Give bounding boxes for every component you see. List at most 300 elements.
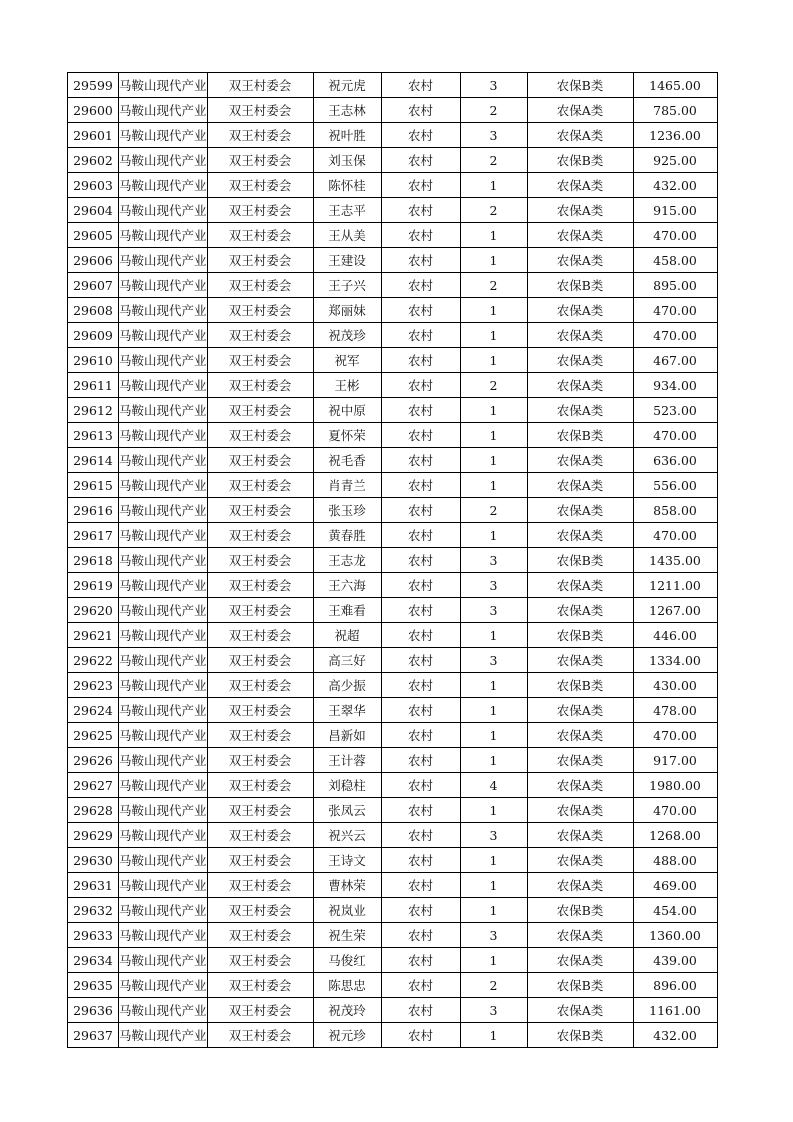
- table-row: [68, 698, 718, 723]
- table-row: [68, 823, 718, 848]
- cell-area-type: 农村: [381, 473, 460, 498]
- table-row: [68, 798, 718, 823]
- cell-district: [119, 923, 208, 948]
- cell-district: [119, 848, 208, 873]
- cell-village-committee: 双王村委会: [207, 273, 313, 298]
- table-row: [68, 548, 718, 573]
- cell-person-name: 祝军: [313, 348, 381, 373]
- cell-person-name: 祝超: [313, 623, 381, 648]
- cell-area-type: 农村: [381, 123, 460, 148]
- cell-district: [119, 448, 208, 473]
- cell-area-type: 农村: [381, 998, 460, 1023]
- cell-district-text: 马鞍山现代产业: [119, 253, 207, 268]
- cell-area-type: 农村: [381, 798, 460, 823]
- cell-district-text: 马鞍山现代产业: [119, 353, 207, 368]
- cell-serial-number: 29599: [68, 73, 119, 98]
- cell-insurance-category: 农保B类: [527, 423, 633, 448]
- cell-amount: 488.00: [633, 848, 717, 873]
- cell-amount: 470.00: [633, 798, 717, 823]
- cell-village-committee: 双王村委会: [207, 698, 313, 723]
- cell-village-committee: 双王村委会: [207, 373, 313, 398]
- table-row: [68, 848, 718, 873]
- cell-district: [119, 948, 208, 973]
- cell-village-committee: 双王村委会: [207, 223, 313, 248]
- cell-serial-number: 29621: [68, 623, 119, 648]
- cell-district-text: 马鞍山现代产业: [119, 1028, 207, 1043]
- cell-village-committee: 双王村委会: [207, 673, 313, 698]
- cell-area-type: 农村: [381, 898, 460, 923]
- table-row: [68, 448, 718, 473]
- table-body: [68, 73, 718, 1048]
- cell-household-size: 2: [460, 98, 527, 123]
- cell-serial-number: 29626: [68, 748, 119, 773]
- cell-serial-number: 29618: [68, 548, 119, 573]
- cell-area-type: 农村: [381, 298, 460, 323]
- cell-person-name: 张凤云: [313, 798, 381, 823]
- data-table: [67, 72, 718, 1048]
- table-row: [68, 223, 718, 248]
- cell-district: [119, 198, 208, 223]
- cell-household-size: 1: [460, 1023, 527, 1048]
- cell-amount: 467.00: [633, 348, 717, 373]
- cell-insurance-category: 农保A类: [527, 523, 633, 548]
- table-row: [68, 748, 718, 773]
- table-row: [68, 598, 718, 623]
- table-row: [68, 898, 718, 923]
- cell-district: [119, 673, 208, 698]
- cell-amount: 454.00: [633, 898, 717, 923]
- cell-village-committee: 双王村委会: [207, 248, 313, 273]
- cell-amount: 432.00: [633, 173, 717, 198]
- cell-household-size: 2: [460, 198, 527, 223]
- cell-district-text: 马鞍山现代产业: [119, 878, 207, 893]
- cell-insurance-category: 农保B类: [527, 73, 633, 98]
- cell-insurance-category: 农保A类: [527, 173, 633, 198]
- cell-serial-number: 29607: [68, 273, 119, 298]
- cell-area-type: 农村: [381, 548, 460, 573]
- cell-amount: 458.00: [633, 248, 717, 273]
- cell-household-size: 3: [460, 998, 527, 1023]
- cell-district: [119, 898, 208, 923]
- cell-insurance-category: 农保B类: [527, 148, 633, 173]
- cell-insurance-category: 农保A类: [527, 723, 633, 748]
- cell-area-type: 农村: [381, 1023, 460, 1048]
- table-row: [68, 73, 718, 98]
- cell-area-type: 农村: [381, 923, 460, 948]
- cell-village-committee: 双王村委会: [207, 648, 313, 673]
- table-row: [68, 198, 718, 223]
- cell-person-name: 祝兴云: [313, 823, 381, 848]
- cell-district: [119, 148, 208, 173]
- cell-household-size: 1: [460, 873, 527, 898]
- cell-district: [119, 248, 208, 273]
- cell-insurance-category: 农保A类: [527, 823, 633, 848]
- cell-household-size: 3: [460, 648, 527, 673]
- cell-serial-number: 29604: [68, 198, 119, 223]
- cell-amount: 432.00: [633, 1023, 717, 1048]
- cell-person-name: 祝元虎: [313, 73, 381, 98]
- cell-serial-number: 29625: [68, 723, 119, 748]
- cell-district-text: 马鞍山现代产业: [119, 103, 207, 118]
- cell-insurance-category: 农保B类: [527, 623, 633, 648]
- cell-serial-number: 29611: [68, 373, 119, 398]
- cell-district: [119, 598, 208, 623]
- cell-household-size: 1: [460, 848, 527, 873]
- cell-amount: 556.00: [633, 473, 717, 498]
- cell-area-type: 农村: [381, 598, 460, 623]
- table-row: [68, 773, 718, 798]
- cell-serial-number: 29612: [68, 398, 119, 423]
- cell-district-text: 马鞍山现代产业: [119, 703, 207, 718]
- cell-household-size: 1: [460, 673, 527, 698]
- cell-serial-number: 29601: [68, 123, 119, 148]
- cell-village-committee: 双王村委会: [207, 548, 313, 573]
- cell-person-name: 刘玉保: [313, 148, 381, 173]
- table-row: [68, 973, 718, 998]
- cell-village-committee: 双王村委会: [207, 148, 313, 173]
- cell-district: [119, 873, 208, 898]
- cell-district-text: 马鞍山现代产业: [119, 178, 207, 193]
- cell-area-type: 农村: [381, 73, 460, 98]
- cell-amount: 896.00: [633, 973, 717, 998]
- cell-person-name: 王建设: [313, 248, 381, 273]
- cell-district-text: 马鞍山现代产业: [119, 78, 207, 93]
- cell-person-name: 夏怀荣: [313, 423, 381, 448]
- cell-household-size: 3: [460, 923, 527, 948]
- cell-village-committee: 双王村委会: [207, 348, 313, 373]
- cell-district: [119, 773, 208, 798]
- cell-serial-number: 29636: [68, 998, 119, 1023]
- cell-person-name: 祝中原: [313, 398, 381, 423]
- cell-district-text: 马鞍山现代产业: [119, 803, 207, 818]
- cell-district: [119, 623, 208, 648]
- cell-insurance-category: 农保A类: [527, 298, 633, 323]
- cell-person-name: 陈怀桂: [313, 173, 381, 198]
- cell-insurance-category: 农保A类: [527, 773, 633, 798]
- cell-insurance-category: 农保A类: [527, 598, 633, 623]
- cell-household-size: 3: [460, 823, 527, 848]
- cell-household-size: 2: [460, 973, 527, 998]
- cell-amount: 478.00: [633, 698, 717, 723]
- cell-amount: 917.00: [633, 748, 717, 773]
- cell-district-text: 马鞍山现代产业: [119, 753, 207, 768]
- cell-village-committee: 双王村委会: [207, 948, 313, 973]
- cell-village-committee: 双王村委会: [207, 898, 313, 923]
- cell-household-size: 1: [460, 698, 527, 723]
- cell-amount: 470.00: [633, 223, 717, 248]
- cell-district-text: 马鞍山现代产业: [119, 478, 207, 493]
- cell-person-name: 王难看: [313, 598, 381, 623]
- cell-amount: 1268.00: [633, 823, 717, 848]
- cell-household-size: 1: [460, 323, 527, 348]
- cell-insurance-category: 农保A类: [527, 873, 633, 898]
- cell-district-text: 马鞍山现代产业: [119, 728, 207, 743]
- cell-household-size: 2: [460, 273, 527, 298]
- cell-person-name: 曹林荣: [313, 873, 381, 898]
- cell-amount: 915.00: [633, 198, 717, 223]
- cell-person-name: 陈思忠: [313, 973, 381, 998]
- cell-serial-number: 29624: [68, 698, 119, 723]
- cell-area-type: 农村: [381, 423, 460, 448]
- cell-serial-number: 29610: [68, 348, 119, 373]
- cell-village-committee: 双王村委会: [207, 298, 313, 323]
- cell-insurance-category: 农保A类: [527, 98, 633, 123]
- table-row: [68, 923, 718, 948]
- cell-amount: 430.00: [633, 673, 717, 698]
- table-row: [68, 273, 718, 298]
- cell-amount: 1980.00: [633, 773, 717, 798]
- cell-amount: 523.00: [633, 398, 717, 423]
- cell-district: [119, 973, 208, 998]
- cell-amount: 1435.00: [633, 548, 717, 573]
- cell-person-name: 王彬: [313, 373, 381, 398]
- cell-person-name: 王志龙: [313, 548, 381, 573]
- cell-amount: 1360.00: [633, 923, 717, 948]
- cell-insurance-category: 农保A类: [527, 373, 633, 398]
- cell-person-name: 祝岚业: [313, 898, 381, 923]
- cell-household-size: 3: [460, 573, 527, 598]
- cell-district: [119, 173, 208, 198]
- cell-amount: 636.00: [633, 448, 717, 473]
- table-row: [68, 173, 718, 198]
- cell-village-committee: 双王村委会: [207, 398, 313, 423]
- cell-village-committee: 双王村委会: [207, 773, 313, 798]
- cell-household-size: 1: [460, 423, 527, 448]
- cell-district-text: 马鞍山现代产业: [119, 853, 207, 868]
- cell-serial-number: 29602: [68, 148, 119, 173]
- table-row: [68, 373, 718, 398]
- cell-serial-number: 29634: [68, 948, 119, 973]
- cell-amount: 1161.00: [633, 998, 717, 1023]
- cell-amount: 469.00: [633, 873, 717, 898]
- cell-insurance-category: 农保A类: [527, 323, 633, 348]
- cell-household-size: 2: [460, 148, 527, 173]
- cell-district: [119, 273, 208, 298]
- cell-district: [119, 123, 208, 148]
- cell-insurance-category: 农保A类: [527, 473, 633, 498]
- cell-person-name: 黄春胜: [313, 523, 381, 548]
- table-row: [68, 148, 718, 173]
- cell-insurance-category: 农保A类: [527, 198, 633, 223]
- cell-amount: 439.00: [633, 948, 717, 973]
- cell-person-name: 王计蓉: [313, 748, 381, 773]
- cell-insurance-category: 农保A类: [527, 448, 633, 473]
- cell-insurance-category: 农保A类: [527, 123, 633, 148]
- cell-village-committee: 双王村委会: [207, 448, 313, 473]
- cell-district-text: 马鞍山现代产业: [119, 928, 207, 943]
- cell-amount: 1334.00: [633, 648, 717, 673]
- cell-household-size: 3: [460, 548, 527, 573]
- cell-serial-number: 29614: [68, 448, 119, 473]
- table-row: [68, 523, 718, 548]
- cell-area-type: 农村: [381, 373, 460, 398]
- cell-person-name: 王志平: [313, 198, 381, 223]
- cell-district-text: 马鞍山现代产业: [119, 778, 207, 793]
- cell-serial-number: 29617: [68, 523, 119, 548]
- cell-insurance-category: 农保A类: [527, 248, 633, 273]
- cell-district: [119, 648, 208, 673]
- cell-household-size: 1: [460, 748, 527, 773]
- cell-area-type: 农村: [381, 248, 460, 273]
- cell-village-committee: 双王村委会: [207, 98, 313, 123]
- cell-village-committee: 双王村委会: [207, 798, 313, 823]
- cell-insurance-category: 农保A类: [527, 998, 633, 1023]
- cell-serial-number: 29603: [68, 173, 119, 198]
- cell-household-size: 1: [460, 523, 527, 548]
- cell-district-text: 马鞍山现代产业: [119, 503, 207, 518]
- cell-district-text: 马鞍山现代产业: [119, 603, 207, 618]
- cell-district: [119, 498, 208, 523]
- cell-person-name: 祝叶胜: [313, 123, 381, 148]
- cell-district-text: 马鞍山现代产业: [119, 903, 207, 918]
- cell-insurance-category: 农保A类: [527, 948, 633, 973]
- cell-serial-number: 29609: [68, 323, 119, 348]
- cell-insurance-category: 农保B类: [527, 548, 633, 573]
- cell-district: [119, 373, 208, 398]
- cell-person-name: 王翠华: [313, 698, 381, 723]
- cell-district-text: 马鞍山现代产业: [119, 953, 207, 968]
- cell-household-size: 4: [460, 773, 527, 798]
- cell-person-name: 张玉珍: [313, 498, 381, 523]
- cell-village-committee: 双王村委会: [207, 723, 313, 748]
- cell-person-name: 祝毛香: [313, 448, 381, 473]
- cell-person-name: 祝茂珍: [313, 323, 381, 348]
- cell-amount: 1236.00: [633, 123, 717, 148]
- cell-village-committee: 双王村委会: [207, 173, 313, 198]
- cell-area-type: 农村: [381, 273, 460, 298]
- cell-household-size: 1: [460, 348, 527, 373]
- table-row: [68, 348, 718, 373]
- cell-district-text: 马鞍山现代产业: [119, 653, 207, 668]
- cell-area-type: 农村: [381, 948, 460, 973]
- cell-village-committee: 双王村委会: [207, 848, 313, 873]
- table-row: [68, 498, 718, 523]
- cell-amount: 858.00: [633, 498, 717, 523]
- cell-district-text: 马鞍山现代产业: [119, 303, 207, 318]
- cell-person-name: 王诗文: [313, 848, 381, 873]
- cell-area-type: 农村: [381, 748, 460, 773]
- cell-district-text: 马鞍山现代产业: [119, 203, 207, 218]
- cell-person-name: 昌新如: [313, 723, 381, 748]
- cell-amount: 470.00: [633, 323, 717, 348]
- cell-amount: 470.00: [633, 523, 717, 548]
- cell-village-committee: 双王村委会: [207, 73, 313, 98]
- cell-district: [119, 1023, 208, 1048]
- cell-insurance-category: 农保B类: [527, 1023, 633, 1048]
- cell-amount: 470.00: [633, 723, 717, 748]
- cell-household-size: 1: [460, 223, 527, 248]
- cell-insurance-category: 农保A类: [527, 798, 633, 823]
- cell-serial-number: 29600: [68, 98, 119, 123]
- cell-village-committee: 双王村委会: [207, 423, 313, 448]
- cell-district: [119, 698, 208, 723]
- table-row: [68, 723, 718, 748]
- table-row: [68, 323, 718, 348]
- cell-household-size: 2: [460, 373, 527, 398]
- table-row: [68, 573, 718, 598]
- cell-serial-number: 29619: [68, 573, 119, 598]
- cell-village-committee: 双王村委会: [207, 1023, 313, 1048]
- cell-amount: 785.00: [633, 98, 717, 123]
- cell-serial-number: 29615: [68, 473, 119, 498]
- cell-village-committee: 双王村委会: [207, 498, 313, 523]
- cell-village-committee: 双王村委会: [207, 873, 313, 898]
- cell-area-type: 农村: [381, 323, 460, 348]
- cell-serial-number: 29632: [68, 898, 119, 923]
- cell-village-committee: 双王村委会: [207, 998, 313, 1023]
- cell-person-name: 肖青兰: [313, 473, 381, 498]
- cell-village-committee: 双王村委会: [207, 523, 313, 548]
- cell-amount: 934.00: [633, 373, 717, 398]
- table-row: [68, 98, 718, 123]
- cell-district: [119, 323, 208, 348]
- cell-insurance-category: 农保A类: [527, 573, 633, 598]
- cell-household-size: 1: [460, 723, 527, 748]
- cell-district-text: 马鞍山现代产业: [119, 553, 207, 568]
- table-row: [68, 623, 718, 648]
- cell-district: [119, 473, 208, 498]
- cell-person-name: 王六海: [313, 573, 381, 598]
- table-row: [68, 1023, 718, 1048]
- cell-district: [119, 548, 208, 573]
- cell-village-committee: 双王村委会: [207, 573, 313, 598]
- cell-serial-number: 29623: [68, 673, 119, 698]
- cell-person-name: 王志林: [313, 98, 381, 123]
- cell-household-size: 2: [460, 498, 527, 523]
- table-row: [68, 248, 718, 273]
- cell-insurance-category: 农保A类: [527, 398, 633, 423]
- cell-person-name: 刘稳柱: [313, 773, 381, 798]
- cell-serial-number: 29613: [68, 423, 119, 448]
- cell-amount: 1465.00: [633, 73, 717, 98]
- cell-serial-number: 29605: [68, 223, 119, 248]
- cell-village-committee: 双王村委会: [207, 473, 313, 498]
- cell-insurance-category: 农保B类: [527, 898, 633, 923]
- cell-amount: 446.00: [633, 623, 717, 648]
- cell-area-type: 农村: [381, 573, 460, 598]
- cell-district: [119, 298, 208, 323]
- cell-area-type: 农村: [381, 673, 460, 698]
- table-row: [68, 673, 718, 698]
- table-row: [68, 398, 718, 423]
- cell-district: [119, 798, 208, 823]
- table-row: [68, 873, 718, 898]
- cell-area-type: 农村: [381, 448, 460, 473]
- cell-area-type: 农村: [381, 623, 460, 648]
- cell-district-text: 马鞍山现代产业: [119, 828, 207, 843]
- cell-person-name: 高少振: [313, 673, 381, 698]
- cell-area-type: 农村: [381, 223, 460, 248]
- cell-household-size: 1: [460, 248, 527, 273]
- cell-insurance-category: 农保A类: [527, 223, 633, 248]
- cell-village-committee: 双王村委会: [207, 198, 313, 223]
- cell-district-text: 马鞍山现代产业: [119, 278, 207, 293]
- cell-household-size: 1: [460, 398, 527, 423]
- cell-area-type: 农村: [381, 398, 460, 423]
- cell-insurance-category: 农保A类: [527, 348, 633, 373]
- cell-household-size: 1: [460, 623, 527, 648]
- cell-district-text: 马鞍山现代产业: [119, 453, 207, 468]
- cell-amount: 895.00: [633, 273, 717, 298]
- cell-village-committee: 双王村委会: [207, 123, 313, 148]
- cell-district-text: 马鞍山现代产业: [119, 528, 207, 543]
- cell-area-type: 农村: [381, 698, 460, 723]
- cell-district-text: 马鞍山现代产业: [119, 378, 207, 393]
- cell-insurance-category: 农保A类: [527, 498, 633, 523]
- cell-area-type: 农村: [381, 498, 460, 523]
- cell-person-name: 祝元珍: [313, 1023, 381, 1048]
- cell-village-committee: 双王村委会: [207, 323, 313, 348]
